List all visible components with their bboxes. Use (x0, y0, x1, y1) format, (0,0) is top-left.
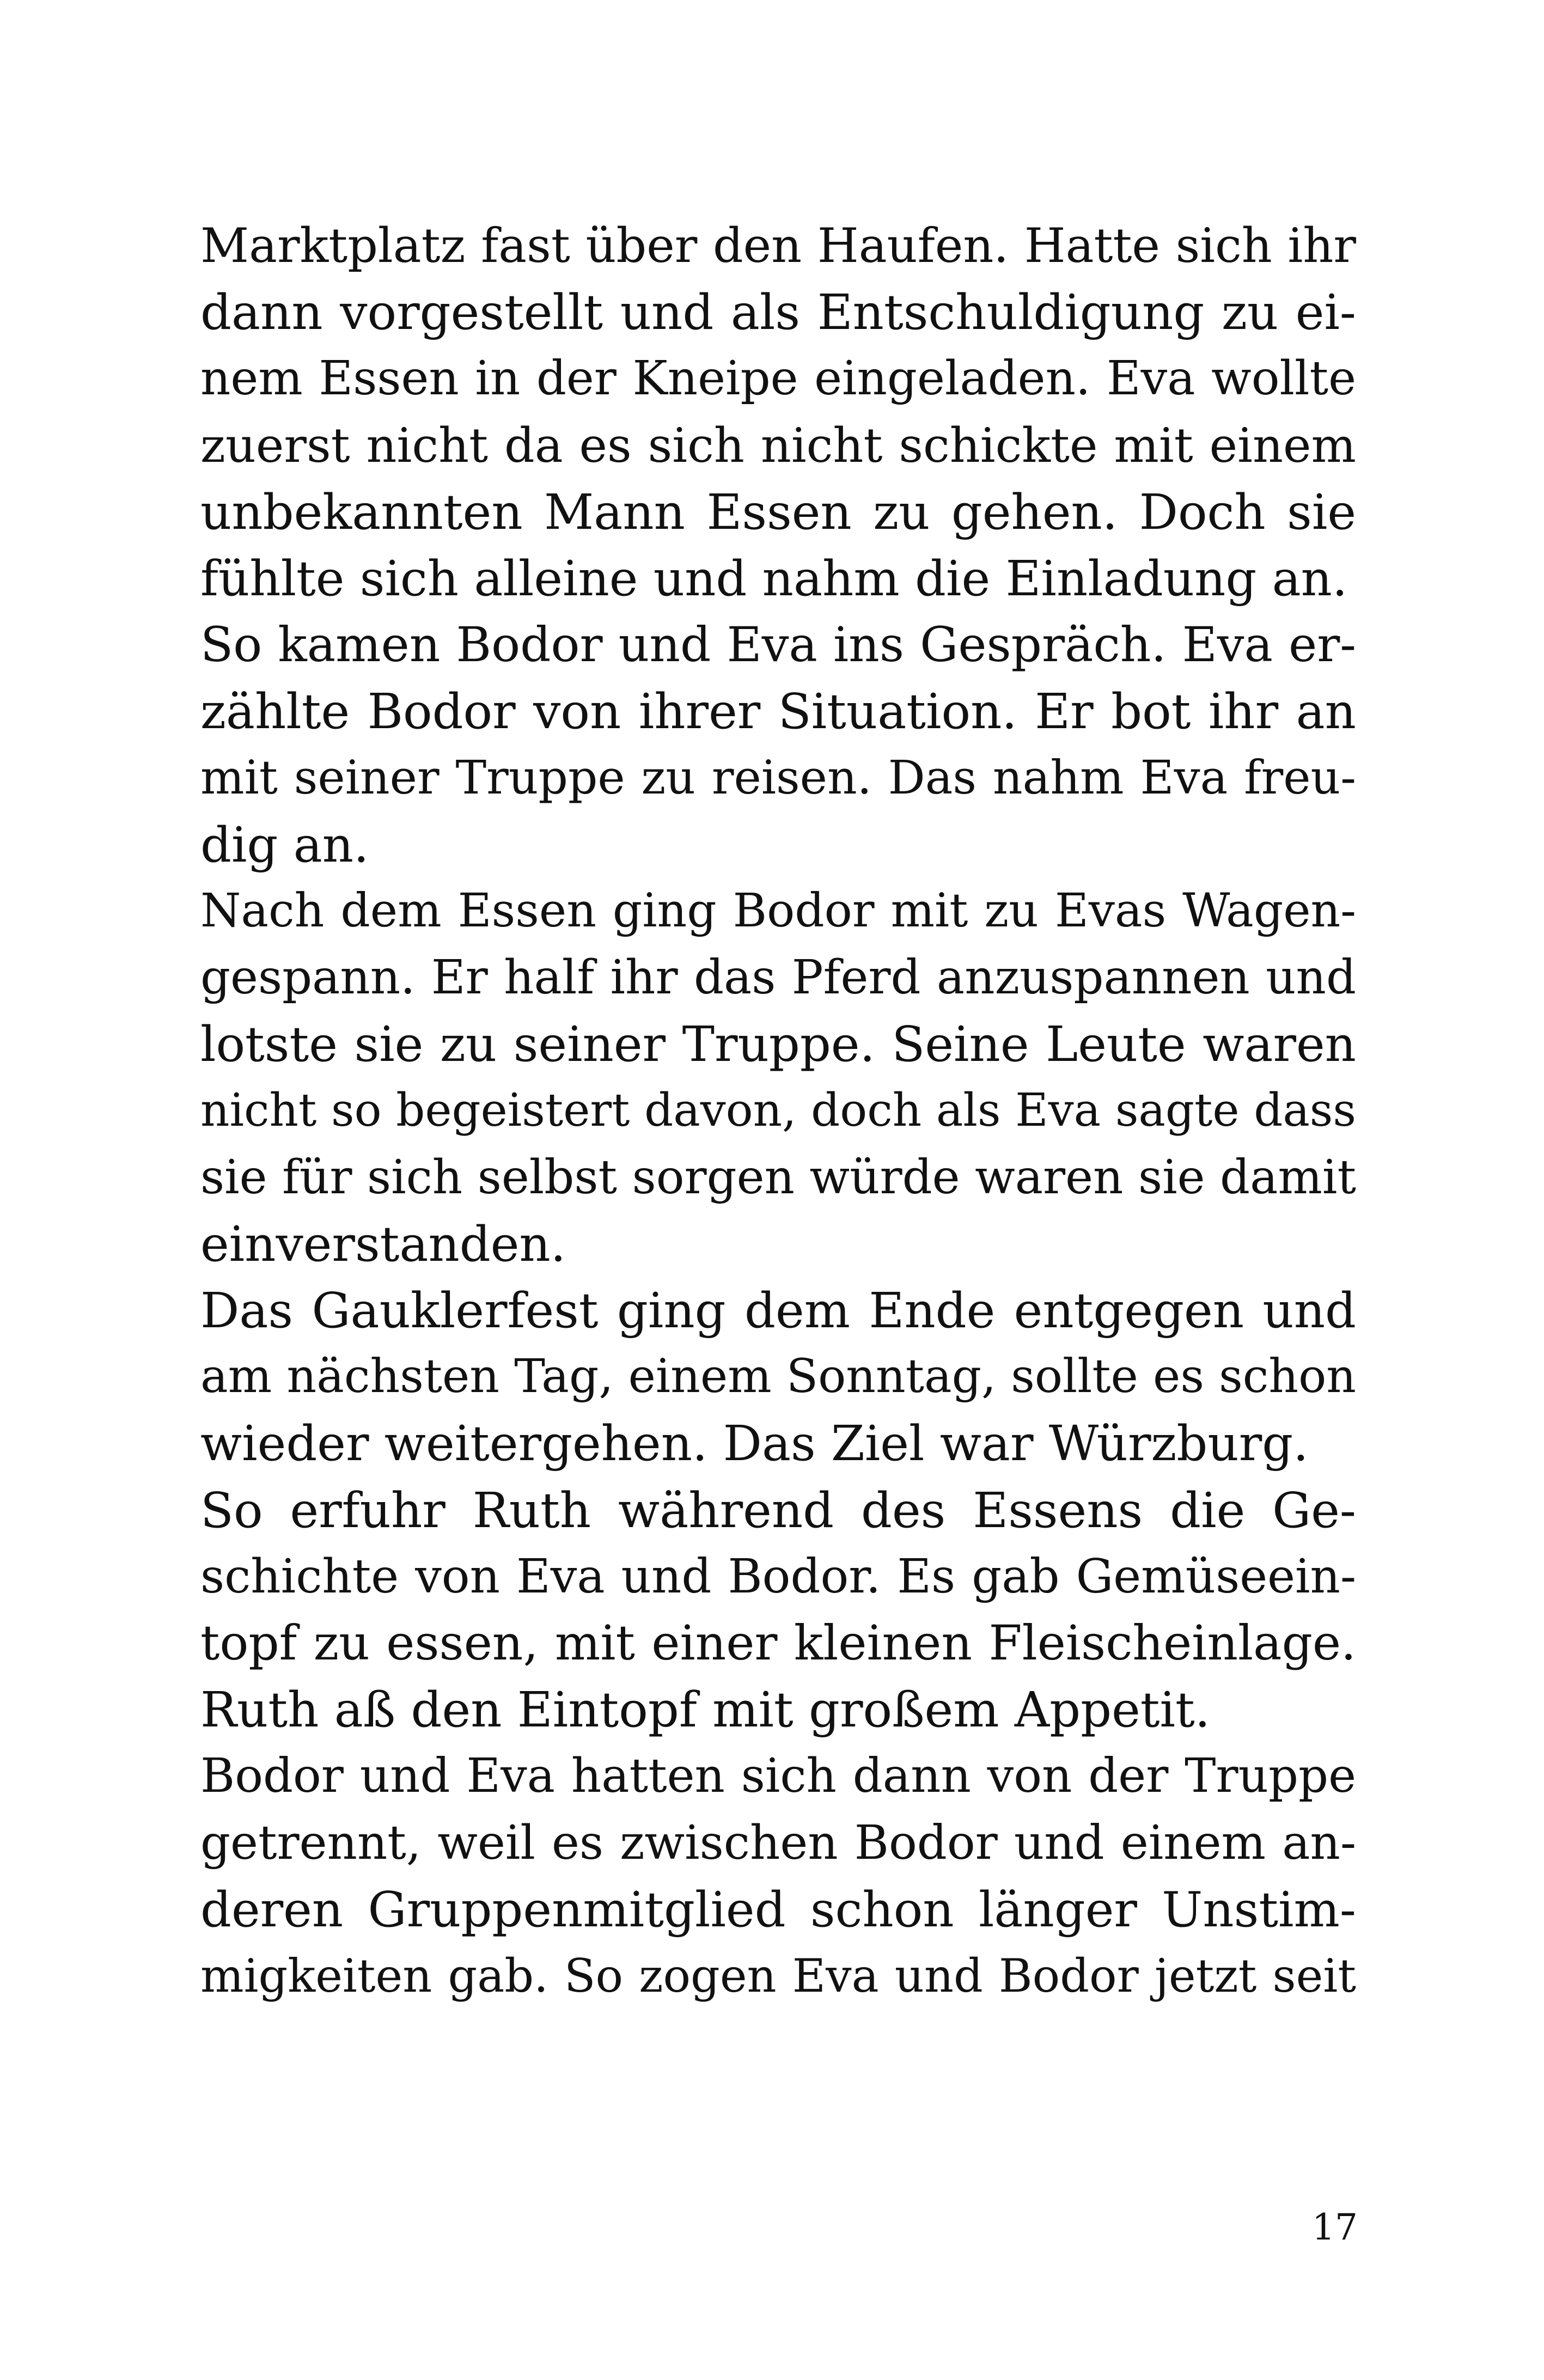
text-line: Das Gauklerfest ging dem Ende entgegen und (200, 1282, 1356, 1339)
text-line: Nach dem Essen ging Bodor mit zu Evas Wagen- (200, 883, 1356, 938)
text-line: gespann. Er half ihr das Pferd anzuspannen und (200, 950, 1356, 1005)
text-line: zuerst nicht da es sich nicht schickte mit einem (200, 417, 1356, 473)
text-line: nem Essen in der Kneipe eingeladen. Eva wollte (200, 351, 1356, 406)
text-line: dann vorgestellt und als Entschuldigung zu ei- (200, 284, 1356, 341)
text-line: deren Gruppenmitglied schon länger Unstim- (200, 1881, 1356, 1938)
text-line: Marktplatz fast über den Haufen. Hatte sich ihr (200, 218, 1356, 273)
text-line: So kamen Bodor und Eva ins Gespräch. Eva er- (200, 617, 1356, 673)
text-line: nicht so begeistert davon, doch als Eva sagte dass (200, 1084, 1356, 1137)
text-line: Bodor und Eva hatten sich dann von der Truppe (200, 1749, 1356, 1804)
text-line: topf zu essen, mit einer kleinen Fleischeinlage. (200, 1614, 1356, 1671)
text-line: getrennt, weil es zwischen Bodor und einem an- (200, 1815, 1356, 1870)
text-line: lotste sie zu seiner Truppe. Seine Leute waren (200, 1016, 1356, 1073)
text-line: schichte von Eva und Bodor. Es gab Gemüseein- (200, 1549, 1356, 1604)
text-line: einverstanden. (200, 1215, 566, 1272)
text-line: Ruth aß den Eintopf mit großem Appetit. (200, 1681, 1211, 1738)
text-line: zählte Bodor von ihrer Situation. Er bot ihr an (200, 683, 1356, 740)
text-line: fühlte sich alleine und nahm die Einladung an. (200, 550, 1348, 607)
text-line: am nächsten Tag, einem Sonntag, sollte es schon (200, 1350, 1356, 1404)
text-line: dig an. (200, 816, 369, 873)
page-number: 17 (1312, 2206, 1358, 2248)
text-line: mit seiner Truppe zu reisen. Das nahm Eva freu- (200, 750, 1356, 805)
text-line: unbekannten Mann Essen zu gehen. Doch sie (200, 483, 1356, 540)
text-line: So erfuhr Ruth während des Essens die Ge- (200, 1481, 1356, 1539)
body-text (200, 212, 1356, 2009)
text-line: wieder weitergehen. Das Ziel war Würzburg. (200, 1415, 1309, 1472)
text-line: sie für sich selbst sorgen würde waren sie damit (200, 1150, 1356, 1205)
text-line: migkeiten gab. So zogen Eva und Bodor jetzt seit (200, 1949, 1356, 2003)
